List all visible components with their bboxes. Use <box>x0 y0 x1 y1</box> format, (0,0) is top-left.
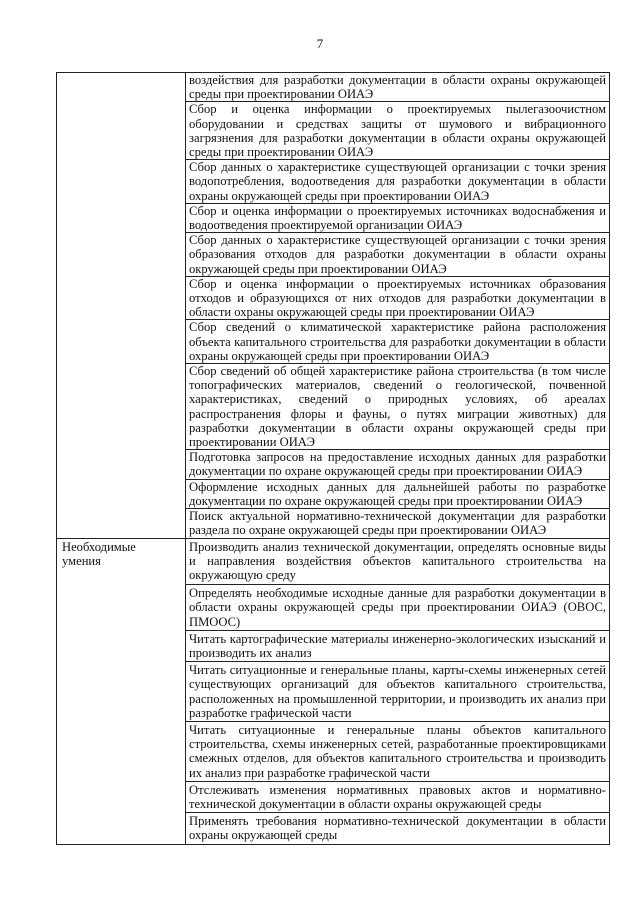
table-cell: Отслеживать изменения нормативных правовых актов и нормативно-технической документации в области охраны окружающей среды <box>186 781 610 812</box>
table-cell: Сбор данных о характеристике существующей организации с точки зрения водопотребления, водоотведения для разработки документации в области охраны окружающей среды при проектировании ОИАЭ <box>186 160 610 204</box>
requirements-table <box>56 72 610 845</box>
section-label <box>57 538 186 844</box>
table-cell: Сбор сведений о климатической характеристике района расположения объекта капитального строительства для разработки документации в области охраны окружающей среды при проектировании ОИАЭ <box>186 320 610 364</box>
table-cell: Сбор данных о характеристике существующей организации с точки зрения образования отходов для разработки документации в области охраны окружающей среды при проектировании ОИАЭ <box>186 233 610 277</box>
table-cell: Применять требования нормативно-технической документации в области охраны окружающей среды <box>186 813 610 844</box>
table-cell: воздействия для разработки документации в области охраны окружающей среды при проектировании ОИАЭ <box>186 73 610 102</box>
label-cell-labor-actions <box>57 73 186 539</box>
table-cell: Производить анализ технической документации, определять основные виды и направления воздействия объектов капитального строительства на окружающую среду <box>186 538 610 585</box>
table-cell: Читать картографические материалы инженерно-экологических изысканий и производить их анализ <box>186 630 610 661</box>
table-cell: Сбор и оценка информации о проектируемых источниках образования отходов и образующихся от них отходов для разработки документации в области охраны окружающей среды при проектировании ОИАЭ <box>186 276 610 320</box>
table-cell: Читать ситуационные и генеральные планы объектов капитального строительства, схемы инженерных сетей, разработанные проектировщиками смежных отделов, для объектов капитального строительства и производить их анализ при разработке графической части <box>186 721 610 781</box>
table-cell: Определять необходимые исходные данные для разработки документации в области охраны окружающей среды при проектировании ОИАЭ (ОВОС, ПМООС) <box>186 585 610 631</box>
table-row <box>57 538 610 585</box>
page-number: 7 <box>316 36 324 51</box>
table-cell: Подготовка запросов на предоставление исходных данных для разработки документации по охране окружающей среды при проектировании ОИАЭ <box>186 450 610 479</box>
table-cell: Поиск актуальной нормативно-технической документации для разработки раздела по охране окружающей среды при проектировании ОИАЭ <box>186 509 610 538</box>
table-row <box>57 73 610 102</box>
table-cell: Сбор и оценка информации о проектируемых источниках водоснабжения и водоотведения проектируемой организации ОИАЭ <box>186 203 610 232</box>
table-cell: Оформление исходных данных для дальнейшей работы по разработке документации по охране окружающей среды при проектировании ОИАЭ <box>186 479 610 508</box>
table-cell: Сбор сведений об общей характеристике района строительства (в том числе топографических материалов, сведений о геологической, почвенной характеристиках, сведений о природных условиях, об ареалах распространения флоры и фауны, о путях миграции животных) для разработки документации в области охраны окружающей среды при проектировании ОИАЭ <box>186 364 610 450</box>
section-label-text: Необходимые умения <box>62 539 136 568</box>
table-cell: Читать ситуационные и генеральные планы, карты-схемы инженерных сетей существующих организаций для объектов капитального строительства, расположенных на промышленной территории, и производить их анализ при разработке графической части <box>186 662 610 722</box>
table-cell: Сбор и оценка информации о проектируемых пылегазоочистном оборудовании и средствах защиты от шумового и вибрационного загрязнения для разработки документации в области охраны окружающей среды при проектировании ОИАЭ <box>186 102 610 160</box>
